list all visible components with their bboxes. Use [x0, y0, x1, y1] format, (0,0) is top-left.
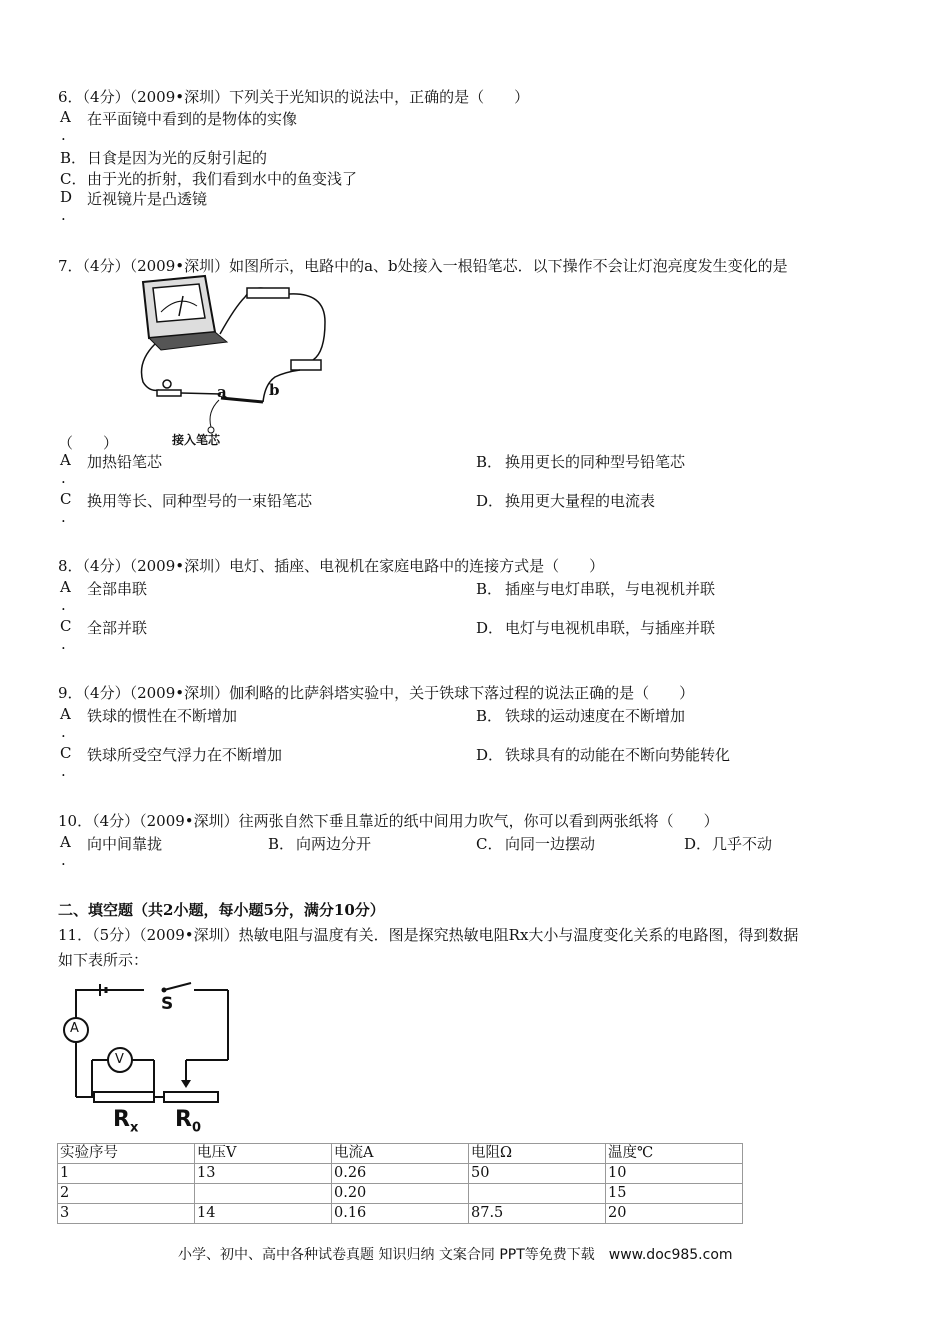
circuit-label-a: A — [70, 1021, 79, 1036]
q8-option-a-dot: . — [61, 596, 66, 614]
q9-option-d-letter: D． — [476, 746, 504, 764]
q9-option-c-text: 铁球所受空气浮力在不断增加 — [87, 746, 283, 764]
q7-option-c-dot: . — [61, 508, 66, 526]
q11-data-table — [57, 1143, 743, 1224]
q10-option-a-letter: A — [60, 833, 71, 851]
section2-title: 二、填空题（共2小题，每小题5分，满分10分） — [58, 901, 385, 919]
q8-option-a-letter: A — [60, 578, 71, 596]
q6-option-d-text: 近视镜片是凸透镜 — [87, 190, 208, 208]
table-header-cell: 电压V — [195, 1144, 332, 1164]
table-header-cell: 电流A — [332, 1144, 469, 1164]
q7-option-c-text: 换用等长、同种型号的一束铅笔芯 — [87, 492, 313, 510]
r0-sub: 0 — [191, 1120, 201, 1136]
q6-option-b-letter: B． — [60, 149, 87, 167]
q7-option-b-letter: B． — [476, 453, 503, 471]
table-cell: 15 — [606, 1184, 743, 1204]
q7-option-a-dot: . — [61, 469, 66, 487]
switch-blade — [164, 983, 191, 990]
q8-stem: 8．（4分）（2009•深圳）电灯、插座、电视机在家庭电路中的连接方式是（ ） — [58, 557, 605, 575]
q9-option-b-text: 铁球的运动速度在不断增加 — [505, 707, 686, 725]
table-header-cell: 温度℃ — [606, 1144, 743, 1164]
q10-option-c-letter: C． — [476, 835, 503, 853]
circuit-label-rx — [113, 1107, 138, 1135]
table-cell: 50 — [469, 1164, 606, 1184]
q9-option-b-letter: B． — [476, 707, 503, 725]
table-cell: 87.5 — [469, 1204, 606, 1224]
q9-option-a-dot: . — [61, 723, 66, 741]
table-row — [58, 1184, 743, 1204]
r0-resistor — [164, 1092, 218, 1102]
table-header-row — [58, 1144, 743, 1164]
q9-option-c-dot: . — [61, 762, 66, 780]
circuit-label-s: S — [161, 994, 174, 1014]
bulb — [163, 380, 171, 388]
q10-option-a-text: 向中间靠拢 — [87, 835, 163, 853]
q7-option-a-letter: A — [60, 451, 71, 469]
q7-option-d-letter: D． — [476, 492, 504, 510]
q7-figure-caption: 接入笔芯 — [172, 433, 221, 447]
table-header-cell: 电阻Ω — [469, 1144, 606, 1164]
q8-option-b-text: 插座与电灯串联，与电视机并联 — [505, 580, 716, 598]
q8-option-d-letter: D． — [476, 619, 504, 637]
table-cell: 14 — [195, 1204, 332, 1224]
switch — [247, 288, 289, 298]
q7-option-a-text: 加热铅笔芯 — [87, 453, 163, 471]
table-cell — [469, 1184, 606, 1204]
q10-stem: 10．（4分）（2009•深圳）往两张自然下垂且靠近的纸中间用力吹气，你可以看到两张纸将（ ） — [58, 812, 719, 830]
q6-option-b-text: 日食是因为光的反射引起的 — [87, 149, 268, 167]
q6-option-a-letter: A — [60, 108, 71, 126]
q6-stem: 6．（4分）（2009•深圳）下列关于光知识的说法中，正确的是（ ） — [58, 88, 530, 106]
q8-option-c-dot: . — [61, 635, 66, 653]
table-cell: 2 — [58, 1184, 195, 1204]
q11-stem-line1: 11．（5分）（2009•深圳）热敏电阻与温度有关．图是探究热敏电阻Rx大小与温度变化关系的电路图，得到数据 — [58, 926, 799, 944]
q9-option-d-text: 铁球具有的动能在不断向势能转化 — [505, 746, 731, 764]
q10-option-d-letter: D． — [684, 835, 712, 853]
q6-option-c-letter: C． — [60, 170, 87, 188]
q6-option-d-letter: D — [60, 188, 73, 206]
q8-option-b-letter: B． — [476, 580, 503, 598]
page-footer: 小学、初中、高中各种试卷真题 知识归纳 文案合同 PPT等免费下载 www.doc985.com — [178, 1247, 733, 1263]
q8-option-c-letter: C — [60, 617, 72, 635]
rx-main: R — [113, 1107, 130, 1132]
q7-option-b-text: 换用更长的同种型号铅笔芯 — [505, 453, 686, 471]
q9-option-c-letter: C — [60, 744, 72, 762]
table-cell: 20 — [606, 1204, 743, 1224]
q11-circuit-diagram — [56, 980, 246, 1140]
rx-sub: x — [129, 1120, 139, 1136]
rx-resistor — [94, 1092, 154, 1102]
q10-option-a-dot: . — [61, 851, 66, 869]
q8-option-d-text: 电灯与电视机串联，与插座并联 — [505, 619, 716, 637]
table-row — [58, 1204, 743, 1224]
q6-option-d-dot: . — [61, 206, 66, 224]
r0-main: R — [175, 1107, 192, 1132]
q10-option-d-text: 几乎不动 — [712, 835, 773, 853]
slider-arrow — [181, 1080, 191, 1088]
q9-option-a-text: 铁球的惯性在不断增加 — [87, 707, 238, 725]
q7-figure-label-b: b — [269, 381, 280, 399]
table-cell: 1 — [58, 1164, 195, 1184]
table-cell: 10 — [606, 1164, 743, 1184]
table-cell: 0.26 — [332, 1164, 469, 1184]
table-cell — [195, 1184, 332, 1204]
battery — [291, 360, 321, 370]
table-cell: 0.16 — [332, 1204, 469, 1224]
q8-option-a-text: 全部串联 — [87, 580, 148, 598]
circuit-label-r0 — [175, 1107, 201, 1135]
q7-figure-label-a: a — [217, 383, 227, 401]
q6-option-a-dot: . — [61, 126, 66, 144]
q6-option-c-text: 由于光的折射，我们看到水中的鱼变浅了 — [87, 170, 358, 188]
table-row — [58, 1164, 743, 1184]
q7-option-d-text: 换用更大量程的电流表 — [505, 492, 656, 510]
q7-stem: 7．（4分）（2009•深圳）如图所示，电路中的a、b处接入一根铅笔芯．以下操作不会让灯泡亮度发生变化的是 — [58, 257, 788, 275]
q10-option-c-text: 向同一边摆动 — [505, 835, 596, 853]
q10-option-b-text: 向两边分开 — [296, 835, 372, 853]
table-cell: 3 — [58, 1204, 195, 1224]
table-header-cell: 实验序号 — [58, 1144, 195, 1164]
q6-option-a-text: 在平面镜中看到的是物体的实像 — [87, 110, 298, 128]
q11-stem-line2: 如下表所示： — [58, 951, 149, 969]
q8-option-c-text: 全部并联 — [87, 619, 148, 637]
q7-option-c-letter: C — [60, 490, 72, 508]
q9-stem: 9．（4分）（2009•深圳）伽利略的比萨斜塔实验中，关于铁球下落过程的说法正确的是（ ） — [58, 684, 695, 702]
circuit-label-v: V — [115, 1052, 124, 1067]
q7-paren: （ ） — [58, 434, 119, 452]
q9-option-a-letter: A — [60, 705, 71, 723]
table-cell: 13 — [195, 1164, 332, 1184]
table-cell: 0.20 — [332, 1184, 469, 1204]
q10-option-b-letter: B． — [268, 835, 295, 853]
q7-circuit-figure — [135, 272, 355, 447]
